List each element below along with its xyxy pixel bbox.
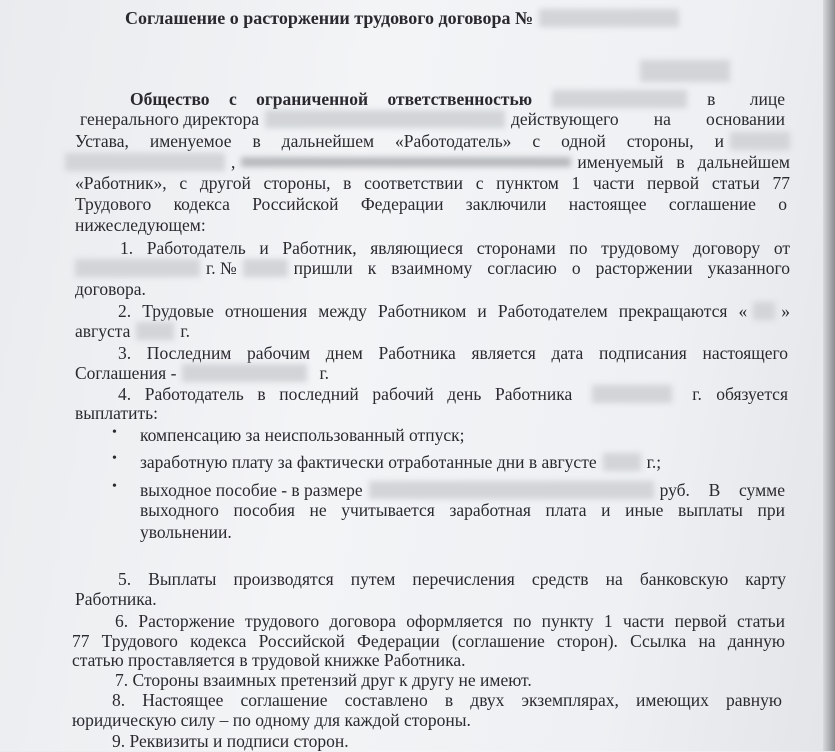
preamble-line <box>130 88 785 110</box>
redacted-date <box>75 259 200 277</box>
text: 77 Трудового кодекса Российской Федерации (соглашение сторон). Ссылка на данную <box>72 631 785 651</box>
text: 5. Выплаты производятся путем перечисления средств на банковскую карту <box>118 569 786 589</box>
text: , <box>231 151 236 172</box>
text: 4. Работодатель в последний рабочий день Работника <box>118 384 573 404</box>
text: компенсацию за неиспользованный отпуск; <box>140 424 465 445</box>
clause-8 <box>112 689 782 711</box>
clause-8 <box>72 709 471 731</box>
redacted-employee <box>730 132 790 150</box>
text: Трудового кодекса Российской Федерации заключили настоящее соглашение о <box>75 194 787 214</box>
bullet-icon: • <box>112 451 117 466</box>
preamble-line <box>80 108 785 130</box>
text: августа <box>75 320 131 341</box>
text: заработную плату за фактически отработанные дни в августе <box>140 451 597 472</box>
clause-1 <box>75 257 790 279</box>
title-text: Соглашение о расторжении трудового договора № <box>125 7 534 28</box>
text: 7. Стороны взаимных претензий друг к другу не имеют. <box>115 669 532 690</box>
clause-4 <box>118 383 788 405</box>
bullet-item <box>140 479 785 501</box>
clause-6 <box>72 649 466 671</box>
redacted-block <box>640 60 730 82</box>
page-edge-shadow <box>823 0 835 751</box>
bullet-icon: • <box>112 479 117 494</box>
redacted-number <box>243 259 288 277</box>
redacted-employee-name <box>65 153 225 171</box>
redacted-date <box>182 364 307 382</box>
clause-2 <box>118 300 790 322</box>
clause-1 <box>120 237 790 259</box>
text: в лице <box>707 88 785 109</box>
text: 1. Работодатель и Работник, являющиеся сторонами по трудовому договору от <box>120 238 790 258</box>
text: выходного пособия не учитывается заработная плата и иные выплаты при <box>140 500 785 520</box>
preamble-line <box>75 130 790 152</box>
text: 3. Последним рабочим днем Работника является дата подписания настоящего <box>118 343 788 363</box>
bullet-icon: • <box>112 425 117 440</box>
clause-3 <box>118 342 788 364</box>
text: Работника. <box>75 588 157 609</box>
redacted-number <box>539 9 679 27</box>
preamble-line <box>75 172 790 194</box>
redacted-day <box>753 302 775 320</box>
text: г. <box>319 362 330 383</box>
clause-4 <box>75 402 158 424</box>
text: г.; <box>646 451 662 472</box>
clause-7 <box>115 669 532 691</box>
text: выходное пособие - в размере <box>140 479 363 500</box>
text: именуемый в дальнейшем <box>577 152 790 172</box>
clause-2 <box>75 320 190 342</box>
redacted-date <box>592 385 672 403</box>
redacted-year <box>136 322 174 340</box>
clause-3 <box>75 362 329 384</box>
clause-5 <box>75 588 157 610</box>
redacted-details <box>241 157 571 167</box>
text: Соглашения - <box>75 362 177 383</box>
clause-9 <box>112 730 349 752</box>
text: г. № <box>206 257 237 278</box>
text: пришли к взаимному согласию о расторжении указанного <box>293 258 790 278</box>
redacted-amount <box>369 481 654 499</box>
redacted-year <box>603 453 641 471</box>
text: «Работник», с другой стороны, в соответствии с пунктом 1 части первой статьи 77 <box>75 173 790 193</box>
text: руб. В сумме <box>659 480 785 500</box>
text: г. обязуется <box>692 383 788 404</box>
text: статью проставляется в трудовой книжке Работника. <box>72 649 466 670</box>
text: действующего на основании <box>510 109 785 129</box>
redacted-company <box>552 90 687 108</box>
redacted-director <box>265 110 505 128</box>
text: 2. Трудовые отношения между Работником и Работодателем прекращаются « <box>118 301 748 321</box>
text: г. <box>180 320 190 341</box>
text: договора. <box>75 278 146 299</box>
text: генерального директора <box>80 108 259 129</box>
bullet-item <box>140 451 661 473</box>
text: выплатить: <box>75 402 158 423</box>
company-label: Общество с ограниченной ответственностью <box>130 89 533 109</box>
text: 9. Реквизиты и подписи сторон. <box>112 730 349 751</box>
text: юридическую силу – по одному для каждой стороны. <box>72 709 471 730</box>
text: 8. Настоящее соглашение составлено в двух экземплярах, имеющих равную <box>112 690 782 710</box>
text: нижеследующем: <box>75 214 206 235</box>
document-title <box>125 7 679 29</box>
text: » <box>781 300 790 321</box>
preamble-line <box>75 214 206 236</box>
clause-5 <box>118 568 786 590</box>
bullet-item <box>140 521 232 543</box>
preamble-line <box>65 151 790 173</box>
clause-6 <box>115 610 785 632</box>
preamble-line <box>75 193 787 215</box>
text: Устава, именуемое в дальнейшем «Работодатель» с одной стороны, и <box>75 131 724 151</box>
clause-1 <box>75 278 146 300</box>
text: увольнении. <box>140 521 232 542</box>
bullet-item <box>140 499 785 521</box>
bullet-item <box>140 424 464 446</box>
text: 6. Расторжение трудового договора оформляется по пункту 1 части первой статьи <box>115 611 785 631</box>
